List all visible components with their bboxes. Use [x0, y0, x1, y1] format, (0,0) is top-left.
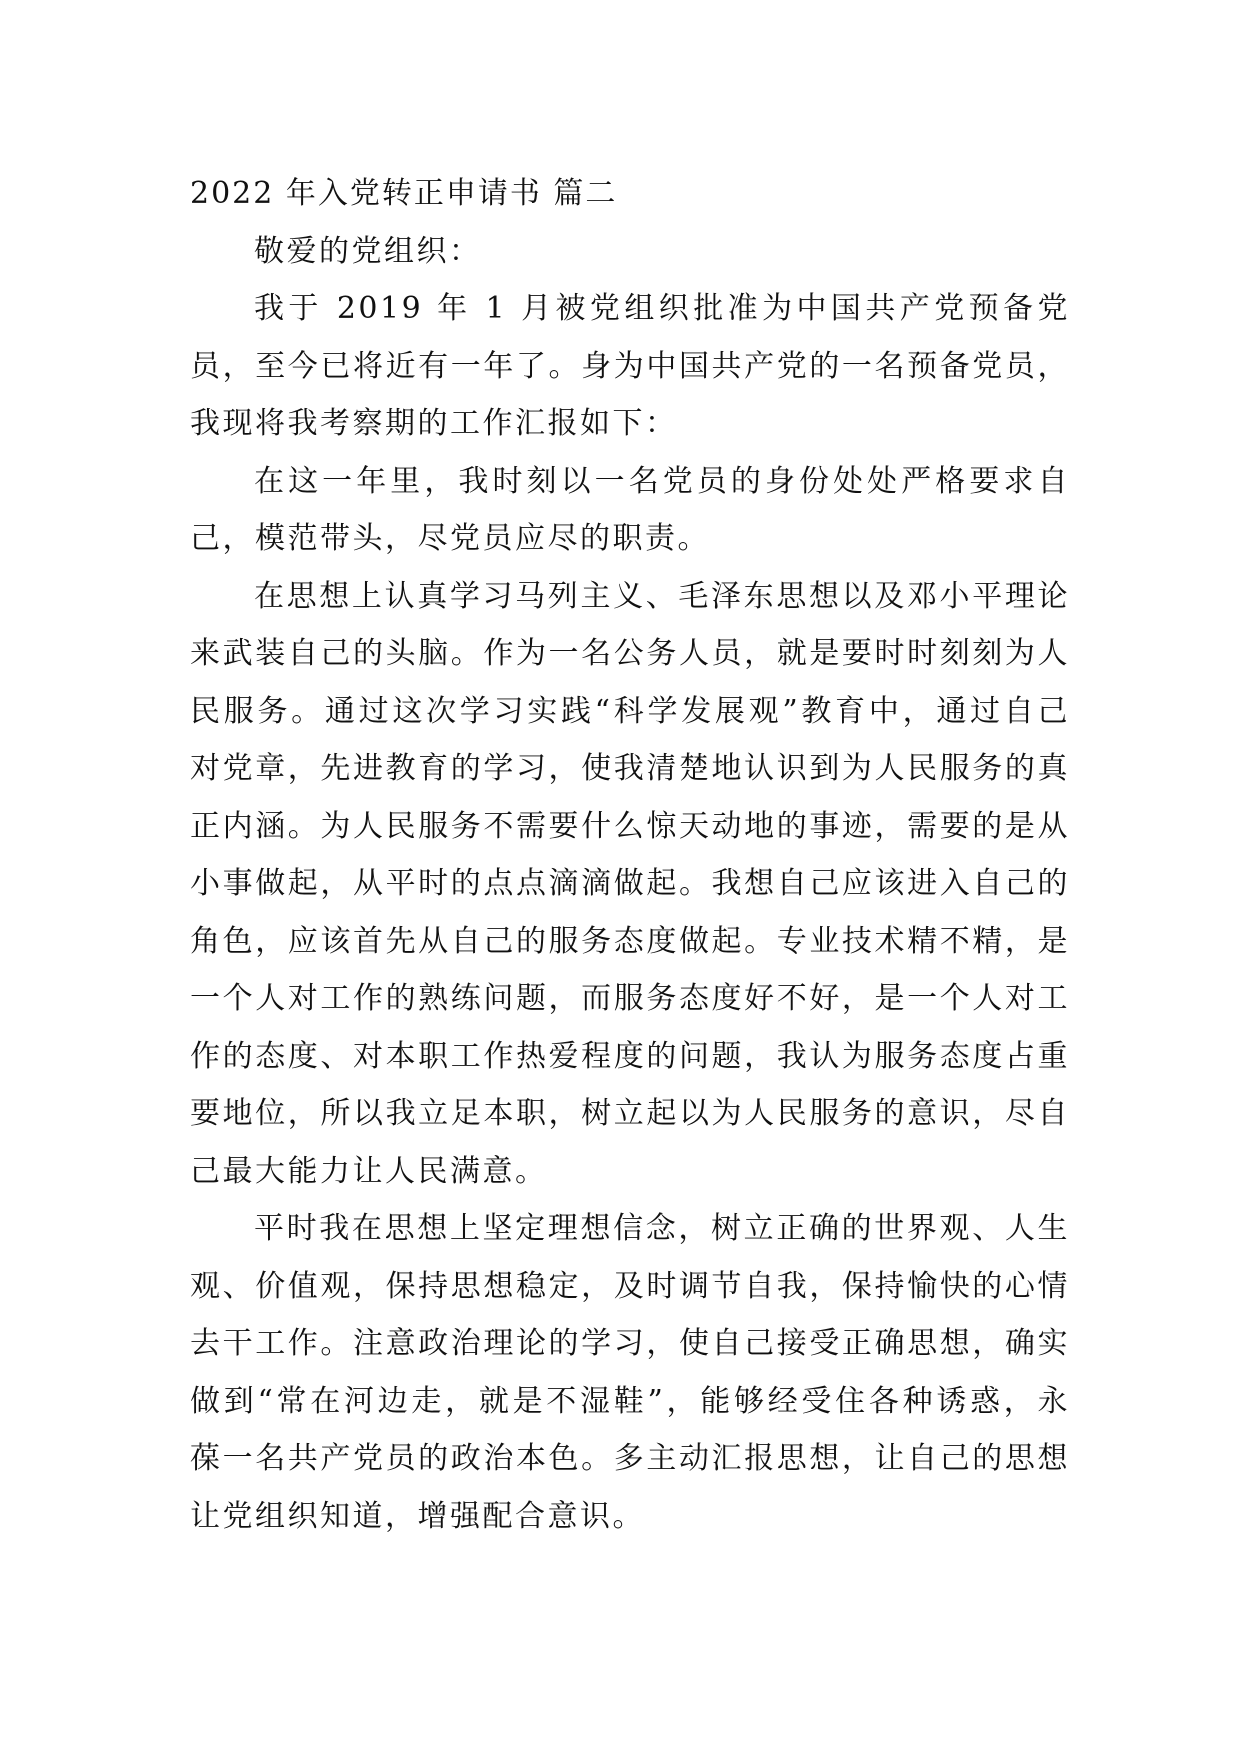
salutation: 敬爱的党组织： [254, 233, 482, 269]
paragraph-2: 在这一年里，我时刻以一名党员的身份处处严格要求自己，模范带头，尽党员应尽的职责。 [190, 463, 1070, 556]
paragraph-1: 我于 2019 年 1 月被党组织批准为中国共产党预备党员，至今已将近有一年了。身为中国共产党的一名预备党员，我现将我考察期的工作汇报如下： [190, 291, 1070, 441]
paragraph-4: 平时我在思想上坚定理想信念，树立正确的世界观、人生观、价值观，保持思想稳定，及时调节自我，保持愉快的心情去干工作。注意政治理论的学习，使自己接受正确思想，确实做到“常在河边走，就是不湿鞋”，能够经受住各种诱惑，永葆一名共产党员的政治本色。多主动汇报思想，让自己的思想让党组织知道，增强配合意识。 [190, 1211, 1070, 1534]
document-body [190, 165, 1070, 1545]
document-heading: 2022 年入党转正申请书 篇二 [190, 176, 618, 211]
paragraph-3: 在思想上认真学习马列主义、毛泽东思想以及邓小平理论来武装自己的头脑。作为一名公务人员，就是要时时刻刻为人民服务。通过这次学习实践“科学发展观”教育中，通过自己对党章，先进教育的学习，使我清楚地认识到为人民服务的真正内涵。为人民服务不需要什么惊天动地的事迹，需要的是从小事做起，从平时的点点滴滴做起。我想自己应该进入自己的角色，应该首先从自己的服务态度做起。专业技术精不精，是一个人对工作的熟练问题，而服务态度好不好，是一个人对工作的态度、对本职工作热爱程度的问题，我认为服务态度占重要地位，所以我立足本职，树立起以为人民服务的意识，尽自己最大能力让人民满意。 [190, 578, 1070, 1189]
